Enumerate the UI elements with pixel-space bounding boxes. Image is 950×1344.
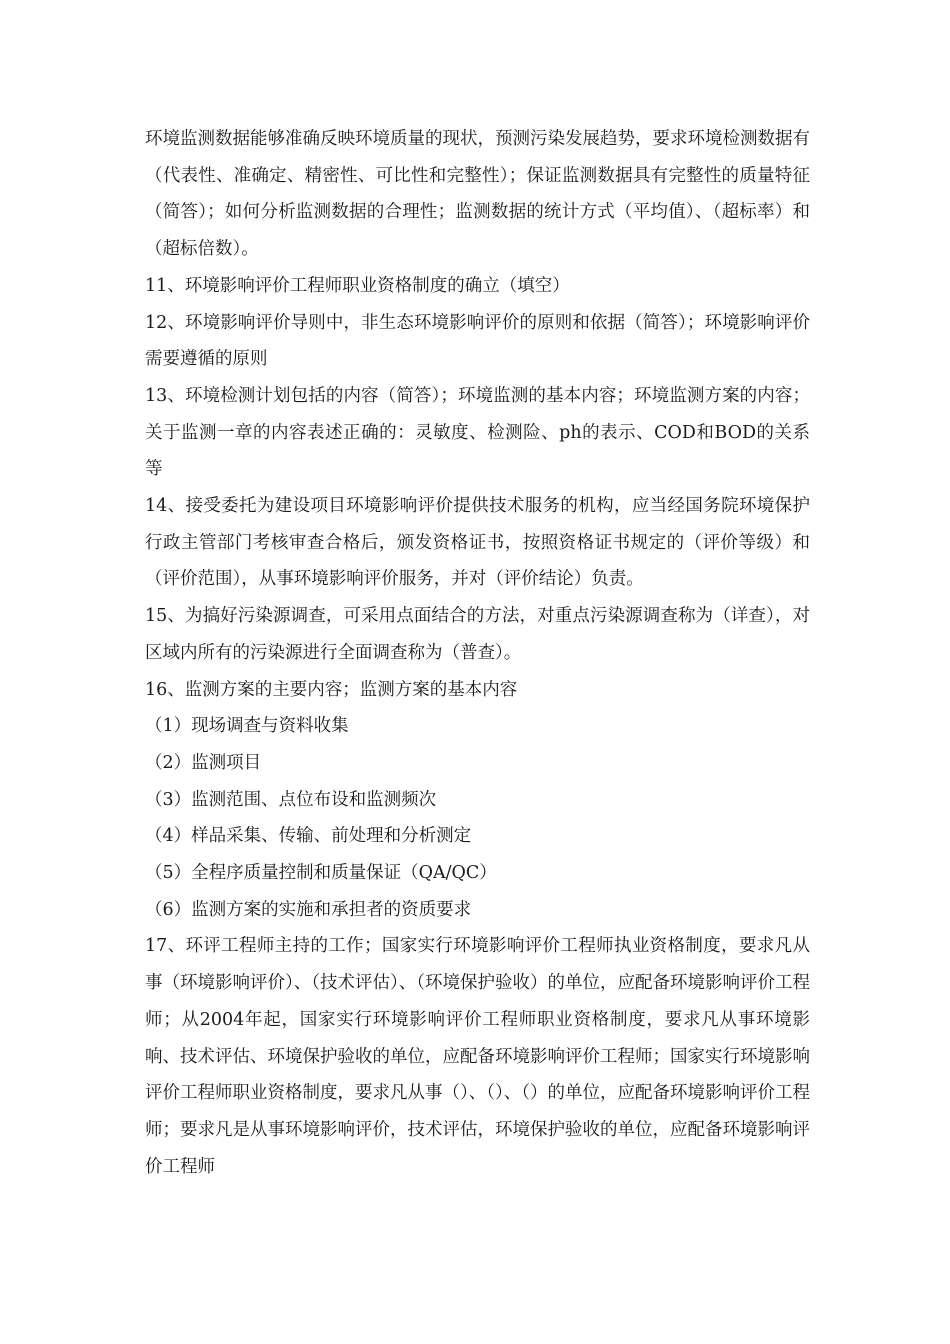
paragraph-item-14: 14、接受委托为建设项目环境影响评价提供技术服务的机构，应当经国务院环境保护行政主管部门考核审查合格后，颁发资格证书，按照资格证书规定的（评价等级）和（评价范围），从事环境影响评价服务，并对（评价结论）负责。 (145, 496, 810, 590)
paragraph-item-11: 11、环境影响评价工程师职业资格制度的确立（填空） (145, 275, 570, 296)
paragraph-item-16: 16、监测方案的主要内容；监测方案的基本内容 (145, 679, 518, 700)
list-item: （3）监测范围、点位布设和监测频次 (145, 789, 437, 810)
list-item: （4）样品采集、传输、前处理和分析测定 (145, 826, 472, 847)
paragraph-monitoring-data: 环境监测数据能够准确反映环境质量的现状，预测污染发展趋势，要求环境检测数据有（代表性、准确定、精密性、可比性和完整性）；保证监测数据具有完整性的质量特征（简答）；如何分析监测数据的合理性；监测数据的统计方式（平均值）、（超标率）和（超标倍数）。 (145, 129, 810, 260)
paragraph-item-12: 12、环境影响评价导则中，非生态环境影响评价的原则和依据（简答）；环境影响评价需要遵循的原则 (145, 312, 810, 370)
paragraph-item-13: 13、环境检测计划包括的内容（简答）；环境监测的基本内容；环境监测方案的内容；关于监测一章的内容表述正确的：灵敏度、检测险、ph的表示、COD和BOD的关系等 (145, 385, 810, 480)
list-item: （6）监测方案的实施和承担者的资质要求 (145, 899, 472, 920)
paragraph-item-15: 15、为搞好污染源调查，可采用点面结合的方法，对重点污染源调查称为（详查），对区域内所有的污染源进行全面调查称为（普查）。 (145, 606, 810, 663)
paragraph-item-17: 17、环评工程师主持的工作；国家实行环境影响评价工程师执业资格制度，要求凡从事（环境影响评价）、（技术评估）、（环境保护验收）的单位，应配备环境影响评价工程师；从2004年起，国家实行环境影响评价工程师职业资格制度，要求凡从事环境影响、技术评估、环境保护验收的单位，应配备环境影响评价工程师；国家实行环境影响评价工程师职业资格制度，要求凡从事（）、（）、（）的单位，应配备环境影响评价工程师；要求凡是从事环境影响评价，技术评估，环境保护验收的单位，应配备环境影响评价工程师 (145, 936, 810, 1177)
document-body (145, 121, 810, 1185)
list-item: （5）全程序质量控制和质量保证（QA/QC） (145, 863, 497, 884)
list-item: （1）现场调查与资料收集 (145, 716, 349, 737)
list-item: （2）监测项目 (145, 752, 262, 773)
